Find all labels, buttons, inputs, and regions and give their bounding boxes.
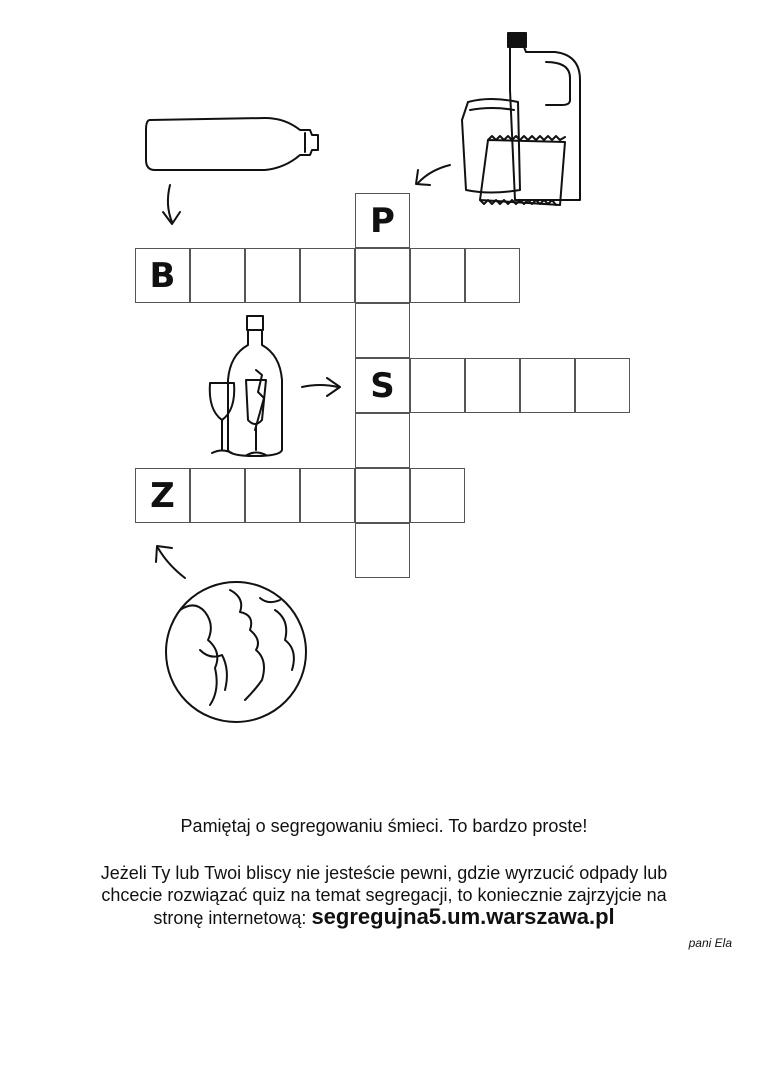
plastic-packaging-icon xyxy=(462,33,580,205)
glass-bottle-icon xyxy=(210,316,282,456)
info-line-1: Jeżeli Ty lub Twoi bliscy nie jesteście pewni, gdzie wyrzucić odpady lub xyxy=(100,863,668,883)
letter-s: S xyxy=(370,365,395,406)
letter-p: P xyxy=(370,200,395,241)
arrow-down-icon xyxy=(163,185,180,224)
reminder-line: Pamiętaj o segregowaniu śmieci. To bardzo proste! xyxy=(180,816,588,836)
letter-b: B xyxy=(149,255,176,296)
arrow-up-left-icon xyxy=(156,546,185,578)
earth-globe-icon xyxy=(166,582,306,722)
arrow-left-icon xyxy=(416,165,450,185)
info-line-3-prefix: stronę internetową: xyxy=(153,908,307,928)
arrow-right-icon xyxy=(302,378,340,396)
info-line-3 xyxy=(0,906,768,929)
signature: pani Ela xyxy=(688,936,732,950)
website-link[interactable]: segregujna5.um.warszawa.pl xyxy=(311,904,615,929)
info-paragraph xyxy=(0,862,768,929)
info-line-2: chcecie rozwiązać quiz na temat segregacji, to koniecznie zajrzyjcie na xyxy=(101,885,667,905)
plastic-bottle-icon xyxy=(146,118,318,170)
letter-z: Z xyxy=(150,475,175,516)
